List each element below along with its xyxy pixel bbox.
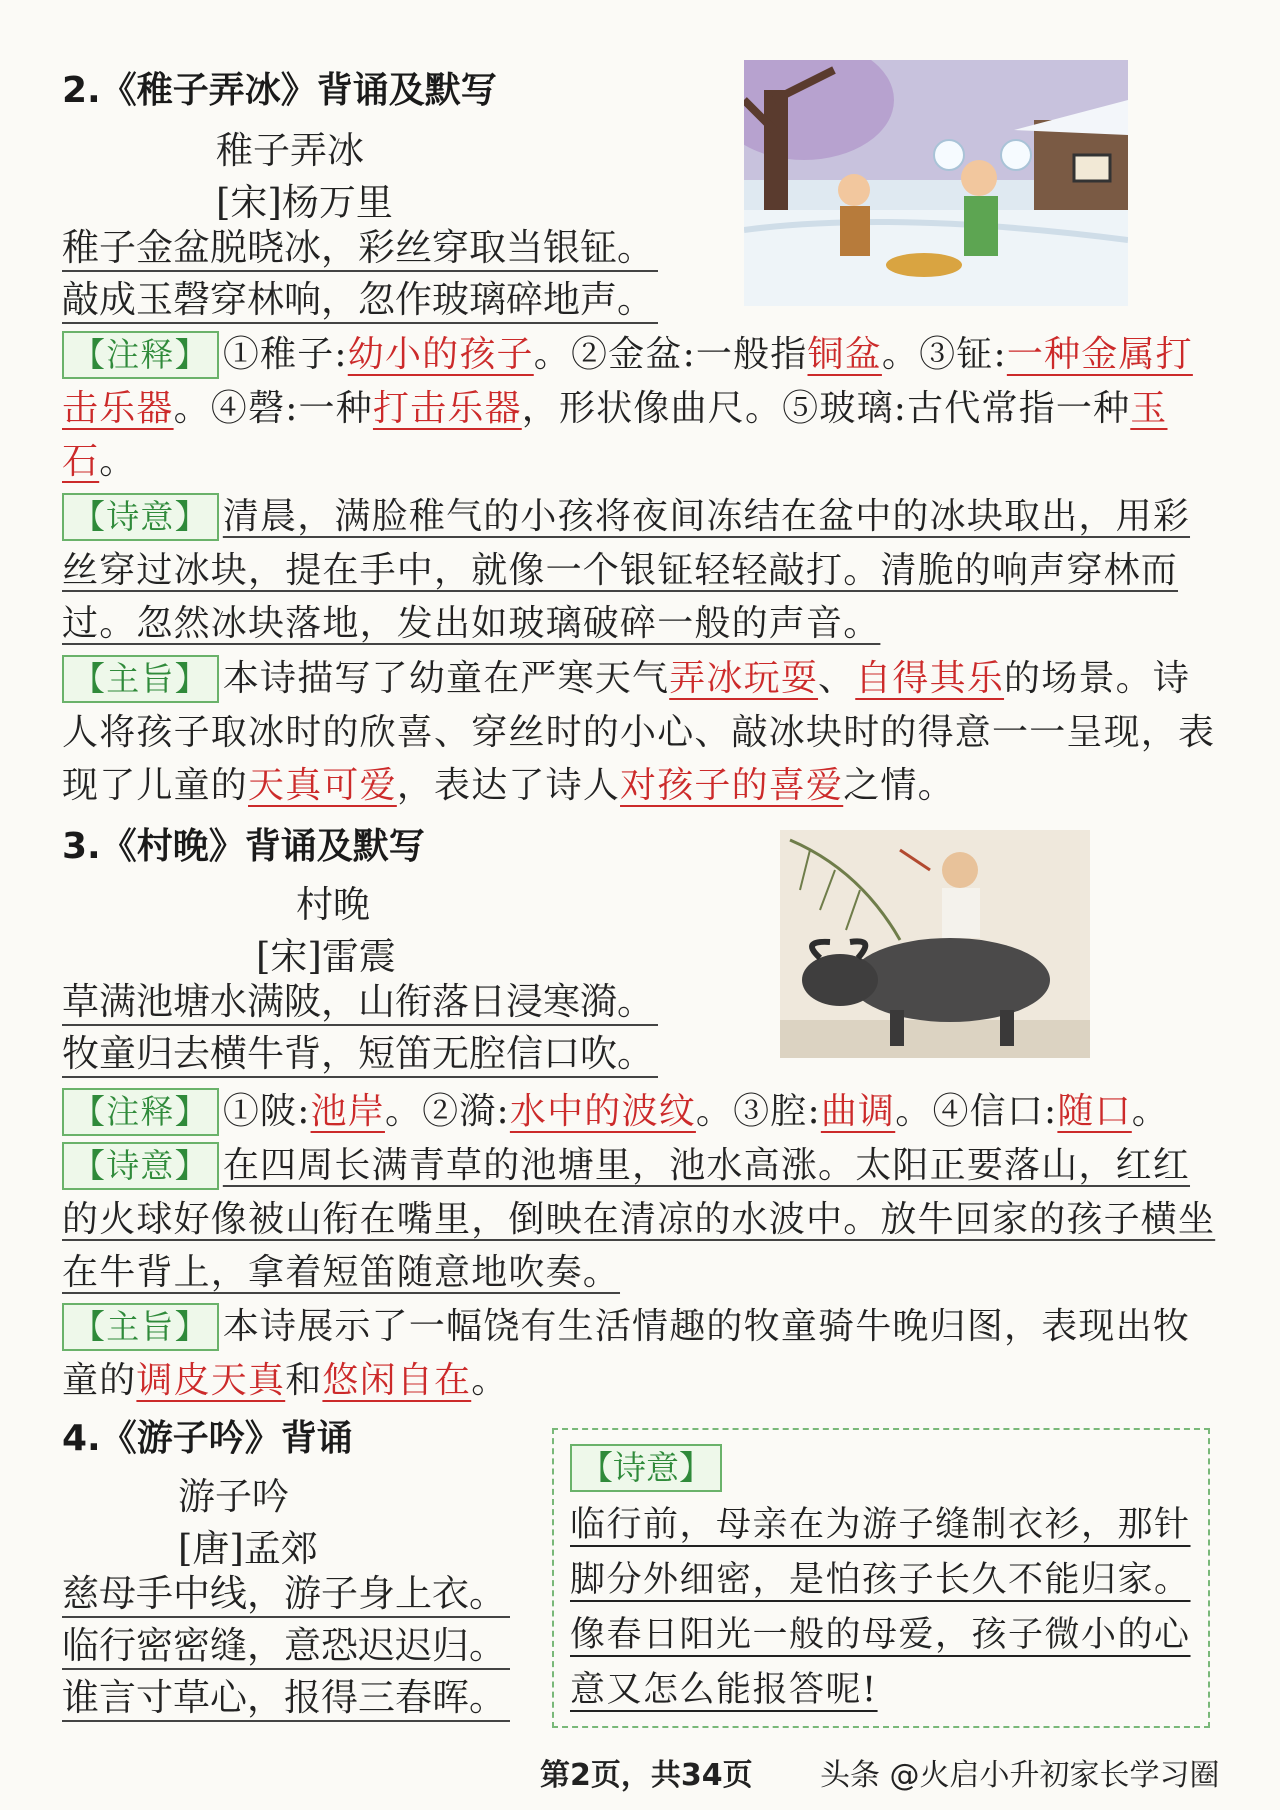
poem-author: [唐]孟郊 bbox=[178, 1527, 318, 1570]
theme-paragraph: 【主旨】 本诗描写了幼童在严寒天气弄冰玩耍、自得其乐的场景。诗人将孩子取冰时的欣喜、穿丝时的小心、敲冰块时的得意一一呈现，表现了儿童的天真可爱，表达了诗人对孩子的喜爱之情。 bbox=[62, 652, 1222, 813]
page-number: 第2页，共34页 bbox=[540, 1758, 753, 1793]
poem-line: 临行密密缝，意恐迟迟归。 bbox=[62, 1624, 510, 1670]
meaning-paragraph: 【诗意】 在四周长满青草的池塘里，池水高涨。太阳正要落山，红红的火球好像被山衔在嘴里，倒映在清凉的水波中。放牛回家的孩子横坐在牛背上，拿着短笛随意地吹奏。 bbox=[62, 1139, 1222, 1300]
poem-line: 牧童归去横牛背，短笛无腔信口吹。 bbox=[62, 1032, 658, 1078]
notes-tag: 【注释】 bbox=[62, 1088, 219, 1136]
meaning-tag: 【诗意】 bbox=[62, 493, 219, 541]
illustration-buffalo-boy bbox=[780, 830, 1090, 1058]
poem-author: [宋]雷震 bbox=[256, 935, 396, 978]
meaning-text: 临行前，母亲在为游子缝制衣衫，那针脚分外细密，是怕孩子长久不能归家。像春日阳光一般的母爱，孩子微小的心意又怎么能报答呢! bbox=[570, 1505, 1191, 1710]
meaning-tag: 【诗意】 bbox=[570, 1444, 722, 1492]
notes-tag: 【注释】 bbox=[62, 331, 219, 379]
meaning-paragraph: 【诗意】 清晨，满脸稚气的小孩将夜间冻结在盆中的冰块取出，用彩丝穿过冰块，提在手中，就像一个银钲轻轻敲打。清脆的响声穿林而过。忽然冰块落地，发出如玻璃破碎一般的声音。 bbox=[62, 490, 1222, 651]
poem-line: 慈母手中线，游子身上衣。 bbox=[62, 1572, 510, 1618]
section-heading-2: 2.《稚子弄冰》背诵及默写 bbox=[62, 70, 497, 111]
theme-tag: 【主旨】 bbox=[62, 655, 219, 703]
theme-paragraph: 【主旨】 本诗展示了一幅饶有生活情趣的牧童骑牛晚归图，表现出牧童的调皮天真和悠闲自在。 bbox=[62, 1300, 1222, 1407]
theme-tag: 【主旨】 bbox=[62, 1303, 219, 1351]
watermark: 头条 @火启小升初家长学习圈 bbox=[820, 1758, 1220, 1793]
poem-title: 游子吟 bbox=[178, 1475, 289, 1518]
illustration-children-ice bbox=[744, 60, 1128, 306]
poem-title: 稚子弄冰 bbox=[216, 129, 364, 172]
section-heading-3: 3.《村晚》背诵及默写 bbox=[62, 826, 425, 867]
poem-author: [宋]杨万里 bbox=[216, 181, 393, 224]
notes-paragraph: 【注释】 ①稚子:幼小的孩子。②金盆:一般指铜盆。③钲:一种金属打击乐器。④磬:一种打击乐器，形状像曲尺。⑤玻璃:古代常指一种玉石。 bbox=[62, 328, 1222, 489]
poem-title: 村晚 bbox=[296, 883, 370, 926]
poem-line: 稚子金盆脱晓冰，彩丝穿取当银钲。 bbox=[62, 226, 658, 272]
poem-line: 谁言寸草心，报得三春晖。 bbox=[62, 1676, 510, 1722]
meaning-box bbox=[552, 1428, 1210, 1728]
notes-paragraph: 【注释】 ①陂:池岸。②漪:水中的波纹。③腔:曲调。④信口:随口。 bbox=[62, 1085, 1222, 1139]
meaning-tag: 【诗意】 bbox=[62, 1142, 219, 1190]
poem-line: 敲成玉磬穿林响，忽作玻璃碎地声。 bbox=[62, 278, 658, 324]
section-heading-4: 4.《游子吟》背诵 bbox=[62, 1418, 353, 1459]
poem-line: 草满池塘水满陂，山衔落日浸寒漪。 bbox=[62, 980, 658, 1026]
